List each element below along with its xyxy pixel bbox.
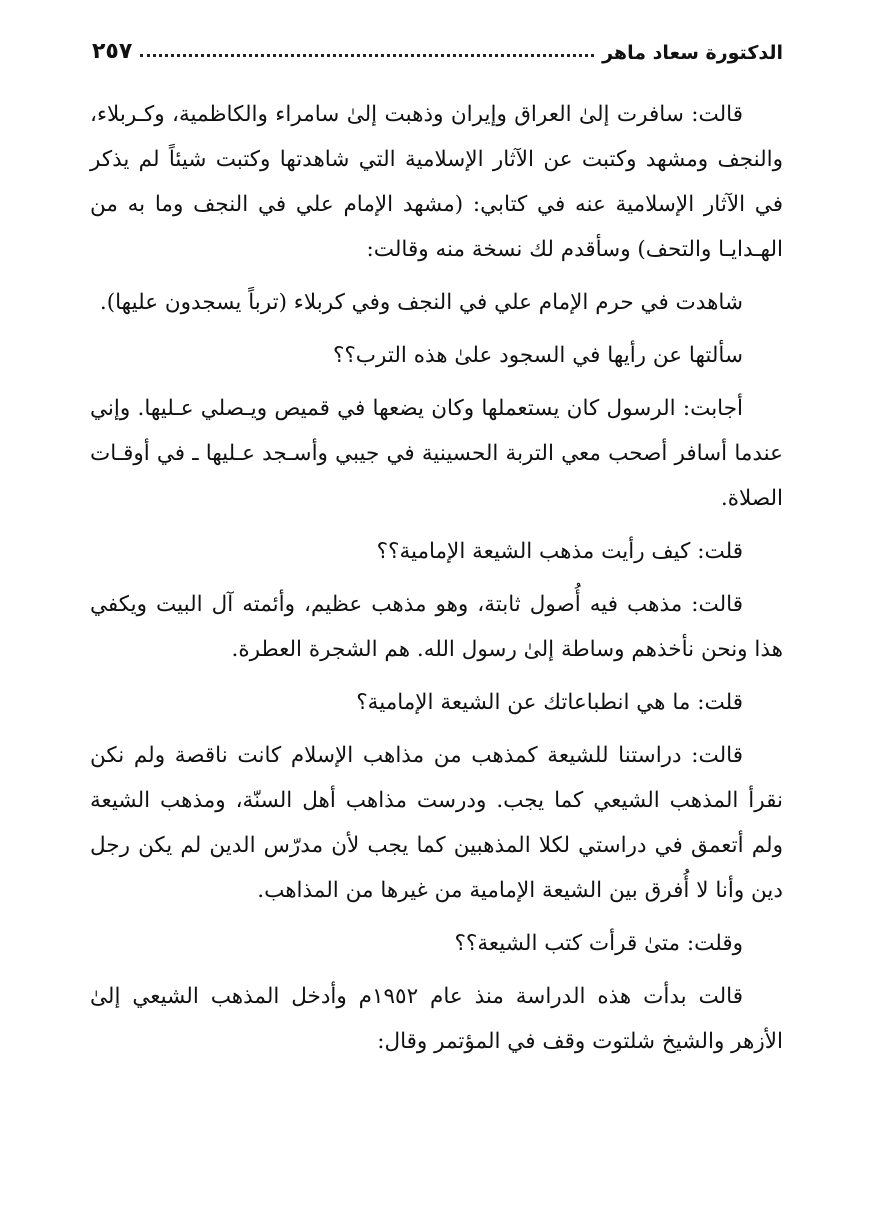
paragraph: قالت بدأت هذه الدراسة منذ عام ١٩٥٢م وأدخل المذهب الشيعي إلىٰ الأزهر والشيخ شلتوت وقف في المؤتمر وقال:: [90, 984, 783, 1054]
author-name: الدكتورة سعاد ماهر: [602, 42, 783, 64]
body-text: [90, 92, 783, 1072]
paragraph: سألتها عن رأيها في السجود علىٰ هذه الترب؟؟: [332, 343, 743, 368]
paragraph: قلت: ما هي انطباعاتك عن الشيعة الإمامية؟: [356, 690, 743, 715]
paragraph: أجابت: الرسول كان يستعملها وكان يضعها في قميص ويـصلي عـليها. وإني عندما أسافر أصحب معي التربة الحسينية في جيبي وأسـجد عـليها ـ في أوقـات الصلاة.: [90, 396, 783, 511]
running-header: [92, 32, 783, 64]
paragraph: قالت: مذهب فيه أُصول ثابتة، وهو مذهب عظيم، وأئمته آل البيت ويكفي هذا ونحن نأخذهم وساطة إلىٰ رسول الله. هم الشجرة العطرة.: [90, 592, 783, 662]
header-leader-dots: [140, 54, 594, 57]
paragraph: قالت: دراستنا للشيعة كمذهب من مذاهب الإسلام كانت ناقصة ولم نكن نقرأ المذهب الشيعي كما يجب. ودرست مذاهب أهل السنّة، ومذهب الشيعة ولم أتعمق في دراستي لكلا المذهبين كما يجب لأن مدرّس الدين لم يكن رجل دين وأنا لا أُفرق بين الشيعة الإمامية من غيرها من المذاهب.: [90, 743, 783, 903]
paragraph: شاهدت في حرم الإمام علي في النجف وفي كربلاء (ترباً يسجدون عليها).: [99, 290, 743, 315]
paragraph: قلت: كيف رأيت مذهب الشيعة الإمامية؟؟: [376, 539, 743, 564]
paragraph: وقلت: متىٰ قرأت كتب الشيعة؟؟: [454, 931, 743, 956]
paragraph: قالت: سافرت إلىٰ العراق وإيران وذهبت إلىٰ سامراء والكاظمية، وكـربلاء، والنجف ومشهد وكتبت عن الآثار الإسلامية التي شاهدتها وكتبت شيئاً لم يذكر في الآثار الإسلامية عنه في كتابي: (مشهد الإمام علي في النجف وما به من الهـدايـا والتحف) وسأقدم لك نسخة منه وقالت:: [90, 102, 783, 262]
page-number: ٢٥٧: [92, 39, 133, 64]
